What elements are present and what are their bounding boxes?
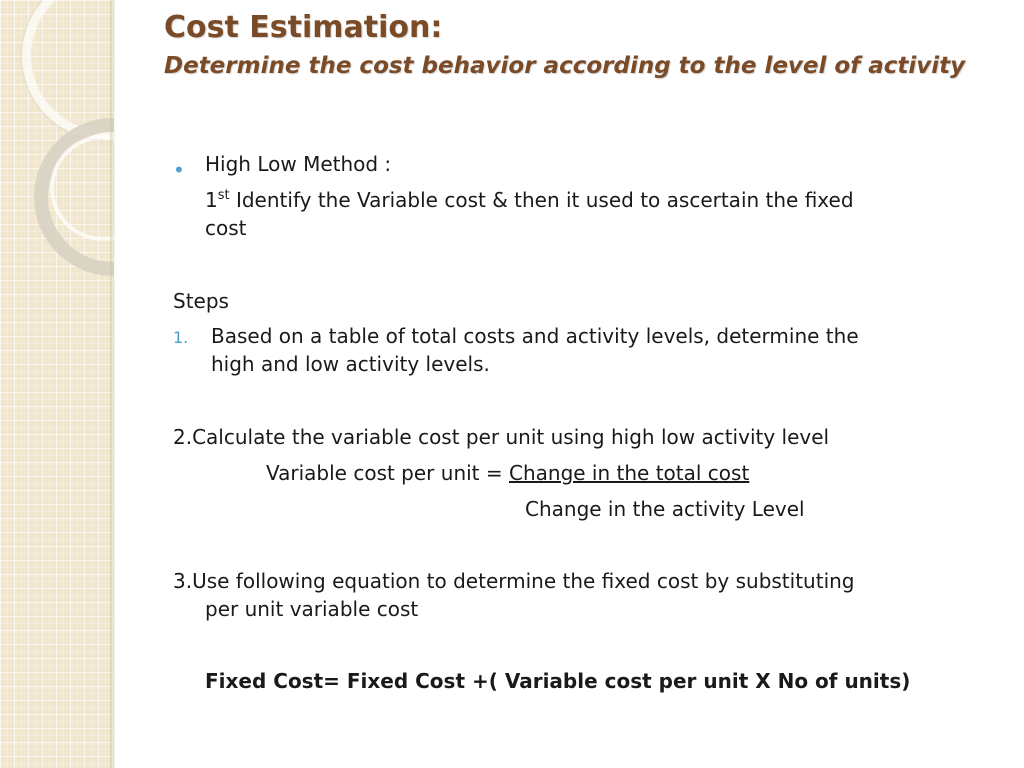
formula-denominator: Change in the activity Level — [525, 497, 805, 521]
identify-line-1 — [205, 186, 854, 214]
identify-text: Identify the Variable cost & then it used to ascertain the fixed — [229, 188, 854, 212]
identify-line-2: cost — [205, 216, 247, 240]
steps-heading: Steps — [173, 289, 229, 313]
title-subtitle: Determine the cost behavior according to the level of activity — [164, 53, 966, 79]
step-3-line-2: per unit variable cost — [205, 597, 419, 621]
step-3-line-1: 3.Use following equation to determine the fixed cost by substituting — [173, 569, 855, 593]
step-1-number: 1. — [173, 328, 189, 347]
title-main: Cost Estimation: — [164, 10, 443, 45]
step-1-line-2: high and low activity levels. — [211, 352, 490, 376]
side-panel-edge — [110, 0, 116, 768]
step-1-line-1: Based on a table of total costs and activity levels, determine the — [211, 324, 859, 348]
step-2-line: 2.Calculate the variable cost per unit using high low activity level — [173, 425, 830, 449]
identify-prefix: 1 — [205, 188, 218, 212]
fixed-cost-equation: Fixed Cost= Fixed Cost +( Variable cost per unit X No of units) — [205, 669, 911, 693]
slide-title — [164, 8, 984, 85]
bullet-icon: • — [173, 158, 185, 182]
formula-numerator: Change in the total cost — [509, 461, 750, 485]
identify-superscript: st — [217, 188, 230, 203]
decorative-side-panel — [0, 0, 114, 768]
bullet-heading: High Low Method : — [205, 152, 392, 176]
formula-line — [266, 459, 749, 487]
formula-label: Variable cost per unit = — [266, 461, 509, 485]
